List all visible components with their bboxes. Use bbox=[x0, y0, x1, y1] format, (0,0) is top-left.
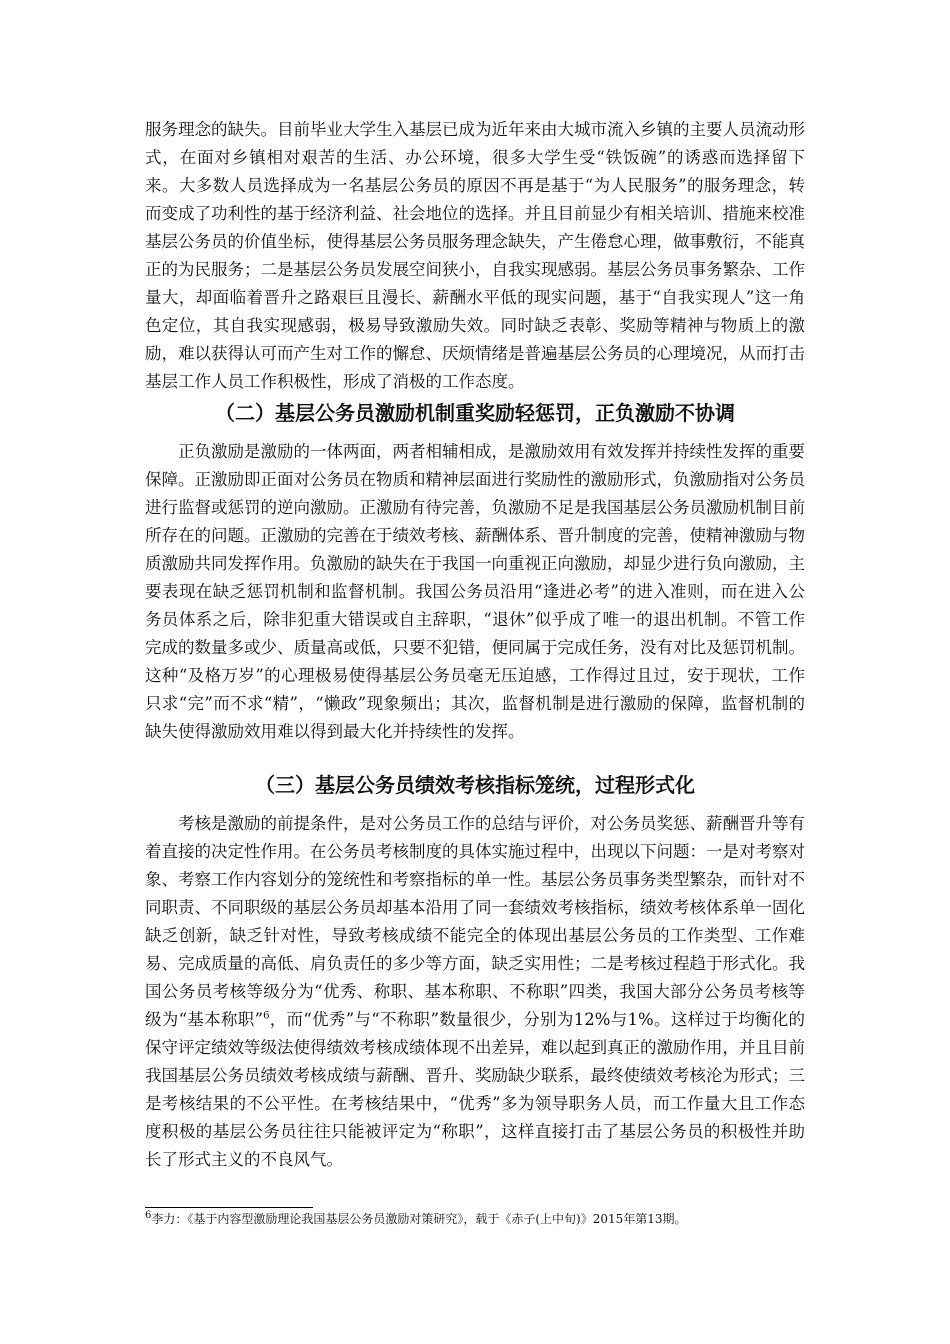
footnote-separator bbox=[145, 1207, 313, 1208]
footnote-reference: 6 bbox=[263, 1010, 270, 1022]
body-paragraph-1: 服务理念的缺失。目前毕业大学生入基层已成为近年来由大城市流入乡镇的主要人员流动形式，在面对乡镇相对艰苦的生活、办公环境，很多大学生受“铁饭碗”的诱惑而选择留下来。大多数人员选择成为一名基层公务员的原因不再是基于“为人民服务”的服务理念，转而变成了功利性的基于经济利益、社会地位的选择。并且目前显少有相关培训、措施来校准基层公务员的价值坐标，使得基层公务员服务理念缺失，产生倦怠心理，做事敷衍，不能真正的为民服务；二是基层公务员发展空间狭小，自我实现感弱。基层公务员事务繁杂、工作量大，却面临着晋升之路艰巨且漫长、薪酬水平低的现实问题，基于“自我实现人”这一角色定位，其自我实现感弱，极易导致激励失效。同时缺乏表彰、奖励等精神与物质上的激励，难以获得认可而产生对工作的懈怠、厌烦情绪是普遍基层公务员的心理境况，从而打击基层工作人员工作积极性，形成了消极的工作态度。 bbox=[145, 120, 805, 391]
body-paragraph-3 bbox=[145, 810, 805, 1174]
section-heading-2: （二）基层公务员激励机制重奖励轻惩罚，正负激励不协调 bbox=[215, 401, 735, 425]
footnote-text: 李力：《基于内容型激励理论我国基层公务员激励对策研究》，载于《赤子(上中旬)》2015年第13期。 bbox=[151, 1212, 687, 1226]
paragraph-3-text-b: ，而“优秀”与“不称职”数量很少，分别为12%与1%。这样过于均衡化的保守评定绩效等级法使得绩效考核成绩体现不出差异，难以起到真正的激励作用，并且目前我国基层公务员绩效考核成绩与薪酬、晋升、奖励缺少联系，最终使绩效考核沦为形式；三是考核结果的不公平性。在考核结果中，“优秀”多为领导职务人员，而工作量大且工作态度积极的基层公务员往往只能被评定为“称职”，这样直接打击了基层公务员的积极性并助长了形式主义的不良风气。 bbox=[145, 1010, 806, 1169]
body-paragraph-2: 正负激励是激励的一体两面，两者相辅相成，是激励效用有效发挥并持续性发挥的重要保障。正激励即正面对公务员在物质和精神层面进行奖励性的激励形式，负激励指对公务员进行监督或惩罚的逆向激励。正激励有待完善，负激励不足是我国基层公务员激励机制目前所存在的问题。正激励的完善在于绩效考核、薪酬体系、晋升制度的完善，使精神激励与物质激励共同发挥作用。负激励的缺失在于我国一向重视正向激励，却显少进行负向激励，主要表现在缺乏惩罚机制和监督机制。我国公务员沿用“逢进必考”的进入准则，而在进入公务员体系之后，除非犯重大错误或自主辞职，“退休”似乎成了唯一的退出机制。不管工作完成的数量多或少、质量高或低，只要不犯错，便同属于完成任务，没有对比及惩罚机制。这种“及格万岁”的心理极易使得基层公务员毫无压迫感，工作得过且过，安于现状，工作只求“完”而不求“精”，“懒政”现象频出；其次，监督机制是进行激励的保障，监督机制的缺失使得激励效用难以得到最大化并持续性的发挥。 bbox=[145, 442, 805, 741]
paragraph-3-text-a: 考核是激励的前提条件，是对公务员工作的总结与评价，对公务员奖惩、薪酬晋升等有着直接的决定性作用。在公务员考核制度的具体实施过程中，出现以下问题：一是对考察对象、考察工作内容划分的笼统性和考察指标的单一性。基层公务员事务类型繁杂，而针对不同职责、不同职级的基层公务员却基本沿用了同一套绩效考核指标，绩效考核体系单一固化缺乏创新，缺乏针对性，导致考核成绩不能完全的体现出基层公务员的工作类型、工作难易、完成质量的高低、肩负责任的多少等方面，缺乏实用性；二是考核过程趋于形式化。我国公务员考核等级分为“优秀、称职、基本称职、不称职”四类，我国大部分公务员考核等级为“基本称职” bbox=[145, 814, 805, 1029]
footnote bbox=[145, 1210, 835, 1228]
section-heading-3: （三）基层公务员绩效考核指标笼统，过程形式化 bbox=[255, 773, 695, 797]
footnote-marker: 6 bbox=[145, 1210, 152, 1221]
